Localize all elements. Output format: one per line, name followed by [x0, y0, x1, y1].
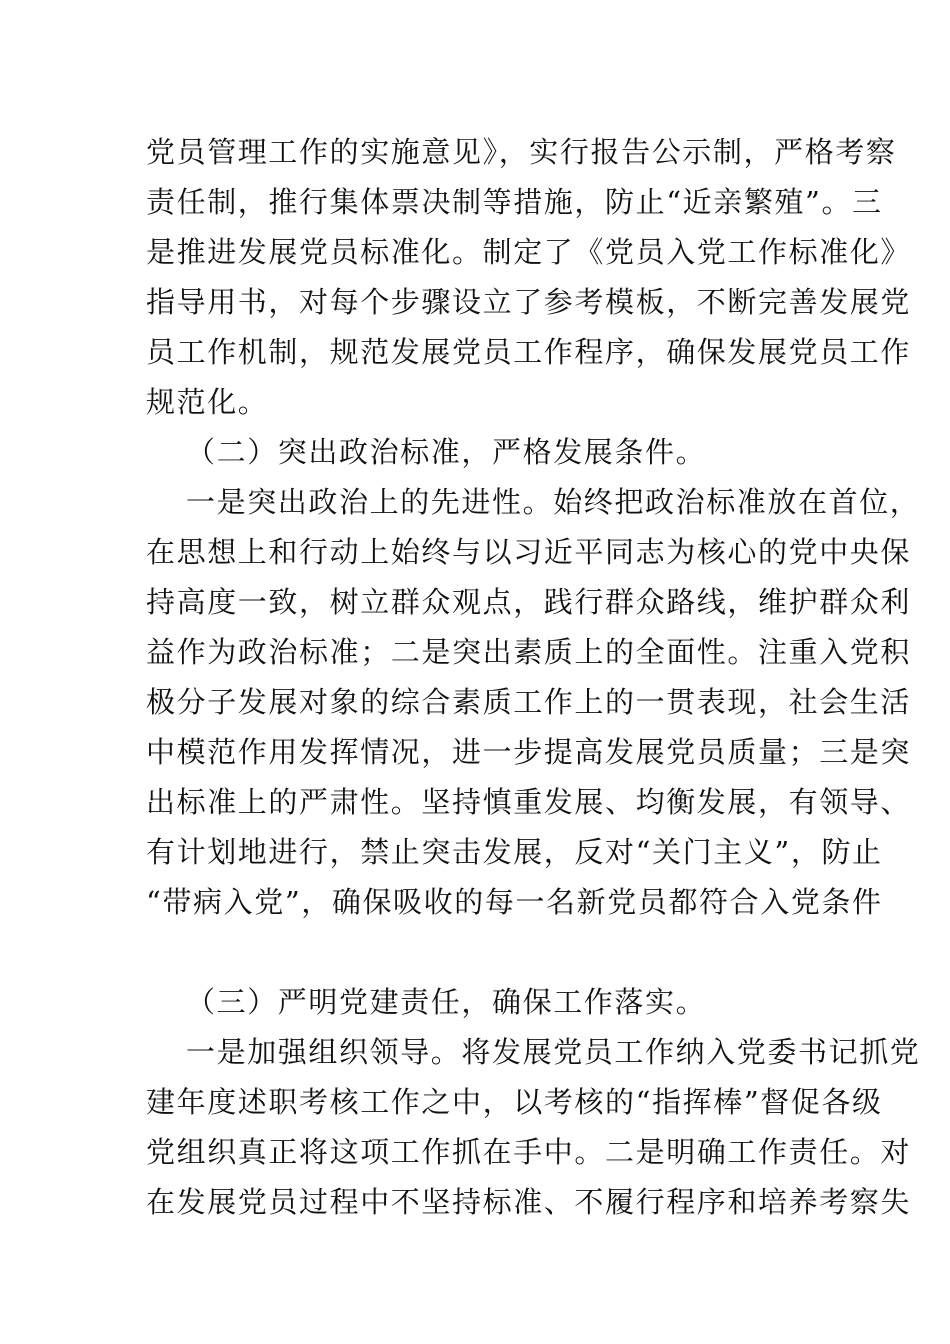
text-line: 在思想上和行动上始终与以习近平同志为核心的党中央保	[146, 535, 912, 569]
text-line: 党组织真正将这项工作抓在手中。二是明确工作责任。对	[146, 1135, 912, 1169]
section-heading: （二）突出政治标准，严格发展条件。	[186, 435, 707, 469]
text-line: 建年度述职考核工作之中，以考核的“指挥棒”督促各级	[146, 1085, 883, 1119]
text-line: 是推进发展党员标准化。制定了《党员入党工作标准化》	[146, 235, 912, 269]
text-line: 益作为政治标准；二是突出素质上的全面性。注重入党积	[146, 635, 912, 669]
text-line: 持高度一致，树立群众观点，践行群众路线，维护群众利	[146, 585, 912, 619]
text-line: 极分子发展对象的综合素质工作上的一贯表现，社会生活	[146, 685, 912, 719]
text-line: 在发展党员过程中不坚持标准、不履行程序和培养考察失	[146, 1185, 912, 1219]
text-line: 责任制，推行集体票决制等措施，防止“近亲繁殖”。三	[146, 185, 883, 219]
text-line: 有计划地进行，禁止突击发展，反对“关门主义”，防止	[146, 835, 883, 869]
text-line: 规范化。	[146, 385, 269, 419]
section-heading: （三）严明党建责任，确保工作落实。	[186, 985, 707, 1019]
text-line: 员工作机制，规范发展党员工作程序，确保发展党员工作	[146, 335, 912, 369]
text-line: 一是加强组织领导。将发展党员工作纳入党委书记抓党	[186, 1035, 921, 1069]
text-line: “带病入党”，确保吸收的每一名新党员都符合入党条件	[146, 885, 883, 919]
text-line: 党员管理工作的实施意见》，实行报告公示制，严格考察	[146, 135, 897, 169]
text-line: 中模范作用发挥情况，进一步提高发展党员质量；三是突	[146, 735, 912, 769]
text-line: 指导用书，对每个步骤设立了参考模板，不断完善发展党	[146, 285, 912, 319]
text-line: 一是突出政治上的先进性。始终把政治标准放在首位，	[186, 485, 921, 519]
text-line: 出标准上的严肃性。坚持慎重发展、均衡发展，有领导、	[146, 785, 912, 819]
